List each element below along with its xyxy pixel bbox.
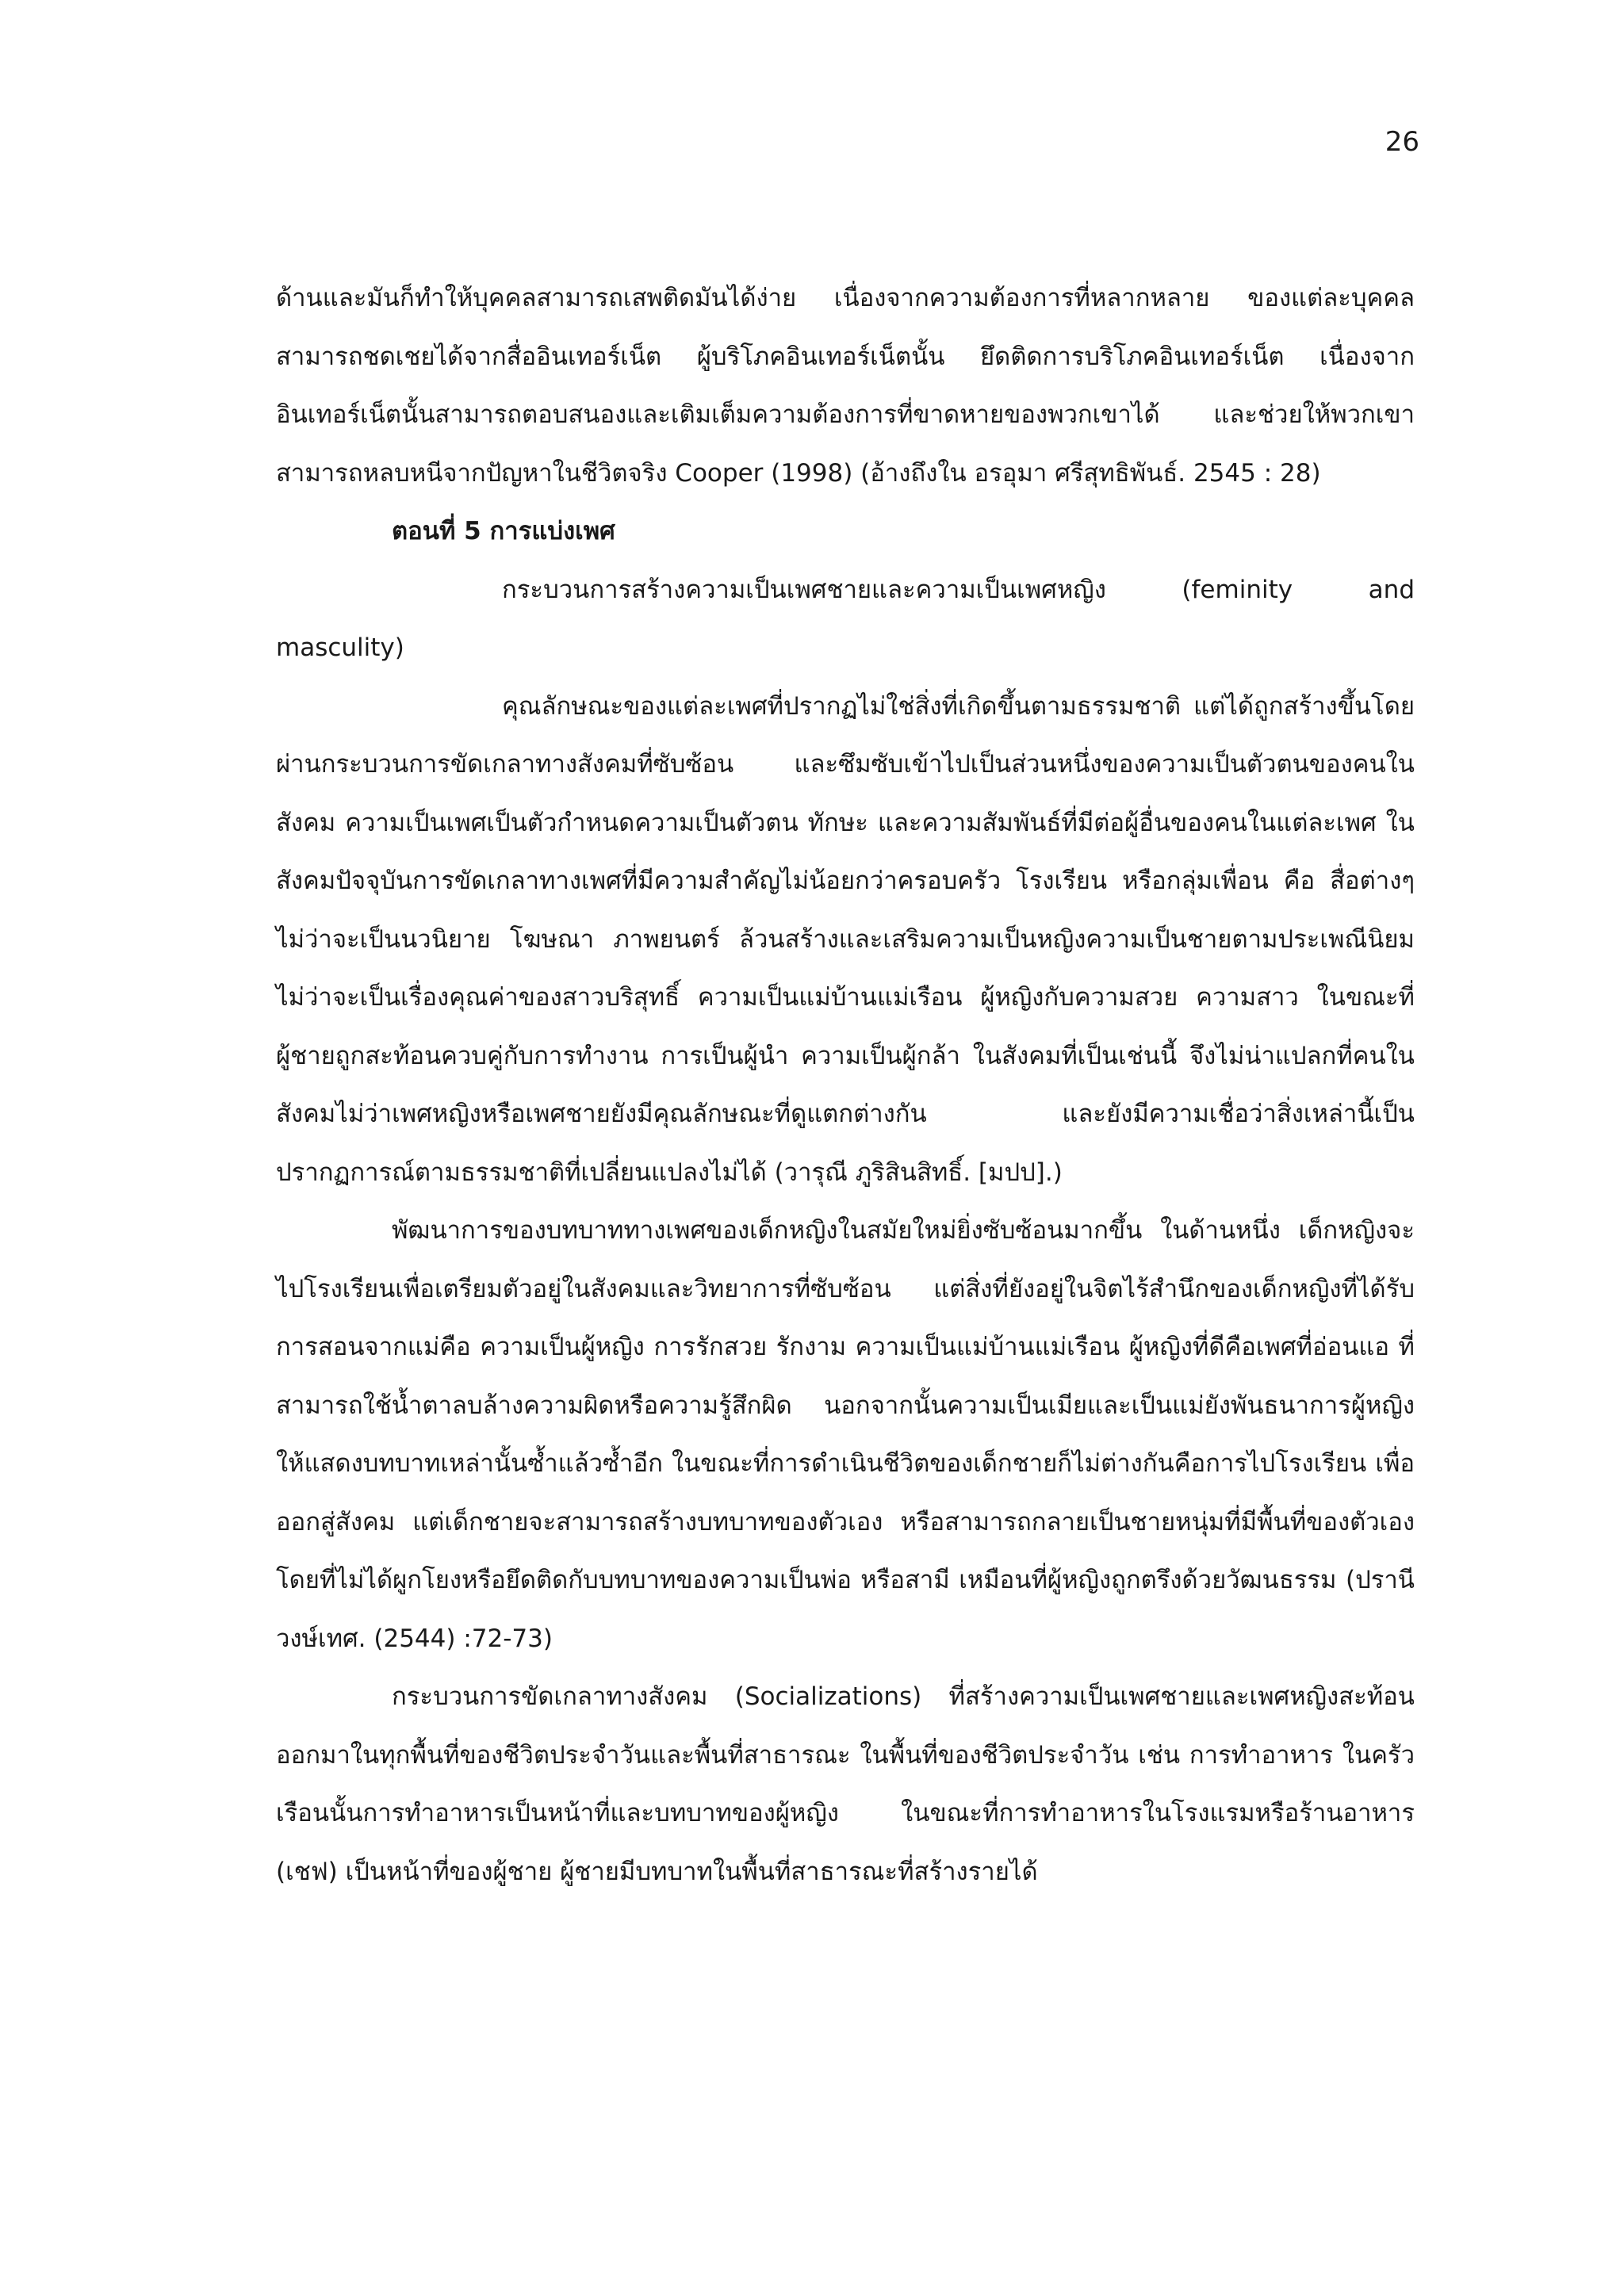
paragraph-socialization: กระบวนการขัดเกลาทางสังคม (Socializations) ที่สร้างความเป็นเพศชายและเพศหญิงสะท้อนออกมาในทุกพื้นที่ของชีวิตประจำวันและพื้นที่สาธารณะ ในพื้นที่ของชีวิตประจำวัน เช่น การทำอาหาร ในครัวเรือนนั้นการทำอาหารเป็นหน้าที่และบทบาทของผู้หญิง ในขณะที่การทำอาหารในโรงแรมหรือร้านอาหาร (เชฟ) เป็นหน้าที่ของผู้ชาย ผู้ชายมีบทบาทในพื้นที่สาธารณะที่สร้างรายได้ (276, 1682, 1415, 1886)
section-heading: ตอนที่ 5 การแบ่งเพศ (392, 517, 615, 545)
paragraph-internet-addiction: ด้านและมันก็ทำให้บุคคลสามารถเสพติดมันได้ง่าย เนื่องจากความต้องการที่หลากหลาย ของแต่ละบุคคลสามารถชดเชยได้จากสื่ออินเทอร์เน็ต ผู้บริโภคอินเทอร์เน็ตนั้น ยึดติดการบริโภคอินเทอร์เน็ต เนื่องจากอินเทอร์เน็ตนั้นสามารถตอบสนองและเติมเต็มความต้องการที่ขาดหายของพวกเขาได้ และช่วยให้พวกเขาสามารถหลบหนีจากปัญหาในชีวิตจริง Cooper (1998) (อ้างถึงใน อรอุมา ศรีสุทธิพันธ์. 2545 : 28) (276, 284, 1415, 488)
paragraph-gender-construction-title: กระบวนการสร้างความเป็นเพศชายและความเป็นเพศหญิง (feminity and masculity) (276, 575, 1415, 662)
paragraph-gender-role-development: พัฒนาการของบทบาททางเพศของเด็กหญิงในสมัยใหม่ยิ่งซับซ้อนมากขึ้น ในด้านหนึ่ง เด็กหญิงจะไปโรงเรียนเพื่อเตรียมตัวอยู่ในสังคมและวิทยาการที่ซับซ้อน แต่สิ่งที่ยังอยู่ในจิตไร้สำนึกของเด็กหญิงที่ได้รับการสอนจากแม่คือ ความเป็นผู้หญิง การรักสวย รักงาม ความเป็นแม่บ้านแม่เรือน ผู้หญิงที่ดีคือเพศที่อ่อนแอ ที่สามารถใช้น้ำตาลบล้างความผิดหรือความรู้สึกผิด นอกจากนั้นความเป็นเมียและเป็นแม่ยังพันธนาการผู้หญิงให้แสดงบทบาทเหล่านั้นซ้ำแล้วซ้ำอีก ในขณะที่การดำเนินชีวิตของเด็กชายก็ไม่ต่างกันคือการไปโรงเรียน เพื่อออกสู่สังคม แต่เด็กชายจะสามารถสร้างบทบาทของตัวเอง หรือสามารถกลายเป็นชายหนุ่มที่มีพื้นที่ของตัวเอง โดยที่ไม่ได้ผูกโยงหรือยึดติดกับบทบาทของความเป็นพ่อ หรือสามี เหมือนที่ผู้หญิงถูกตรึงด้วยวัฒนธรรม (ปรานี วงษ์เทศ. (2544) :72-73) (276, 1216, 1415, 1653)
document-body (276, 270, 1415, 1901)
paragraph-gender-characteristics: คุณลักษณะของแต่ละเพศที่ปรากฏไม่ใช่สิ่งที่เกิดขึ้นตามธรรมชาติ แต่ได้ถูกสร้างขึ้นโดยผ่านกระบวนการขัดเกลาทางสังคมที่ซับซ้อน และซึมซับเข้าไปเป็นส่วนหนึ่งของความเป็นตัวตนของคนในสังคม ความเป็นเพศเป็นตัวกำหนดความเป็นตัวตน ทักษะ และความสัมพันธ์ที่มีต่อผู้อื่นของคนในแต่ละเพศ ในสังคมปัจจุบันการขัดเกลาทางเพศที่มีความสำคัญไม่น้อยกว่าครอบครัว โรงเรียน หรือกลุ่มเพื่อน คือ สื่อต่างๆ ไม่ว่าจะเป็นนวนิยาย โฆษณา ภาพยนตร์ ล้วนสร้างและเสริมความเป็นหญิงความเป็นชายตามประเพณีนิยม ไม่ว่าจะเป็นเรื่องคุณค่าของสาวบริสุทธิ์ ความเป็นแม่บ้านแม่เรือน ผู้หญิงกับความสวย ความสาว ในขณะที่ผู้ชายถูกสะท้อนควบคู่กับการทำงาน การเป็นผู้นำ ความเป็นผู้กล้า ในสังคมที่เป็นเช่นนี้ จึงไม่น่าแปลกที่คนในสังคมไม่ว่าเพศหญิงหรือเพศชายยังมีคุณลักษณะที่ดูแตกต่างกัน และยังมีความเชื่อว่าสิ่งเหล่านี้เป็นปรากฏการณ์ตามธรรมชาติที่เปลี่ยนแปลงไม่ได้ (วารุณี ภูริสินสิทธิ์. [มปป].) (276, 691, 1415, 1187)
page-number: 26 (1385, 126, 1419, 158)
